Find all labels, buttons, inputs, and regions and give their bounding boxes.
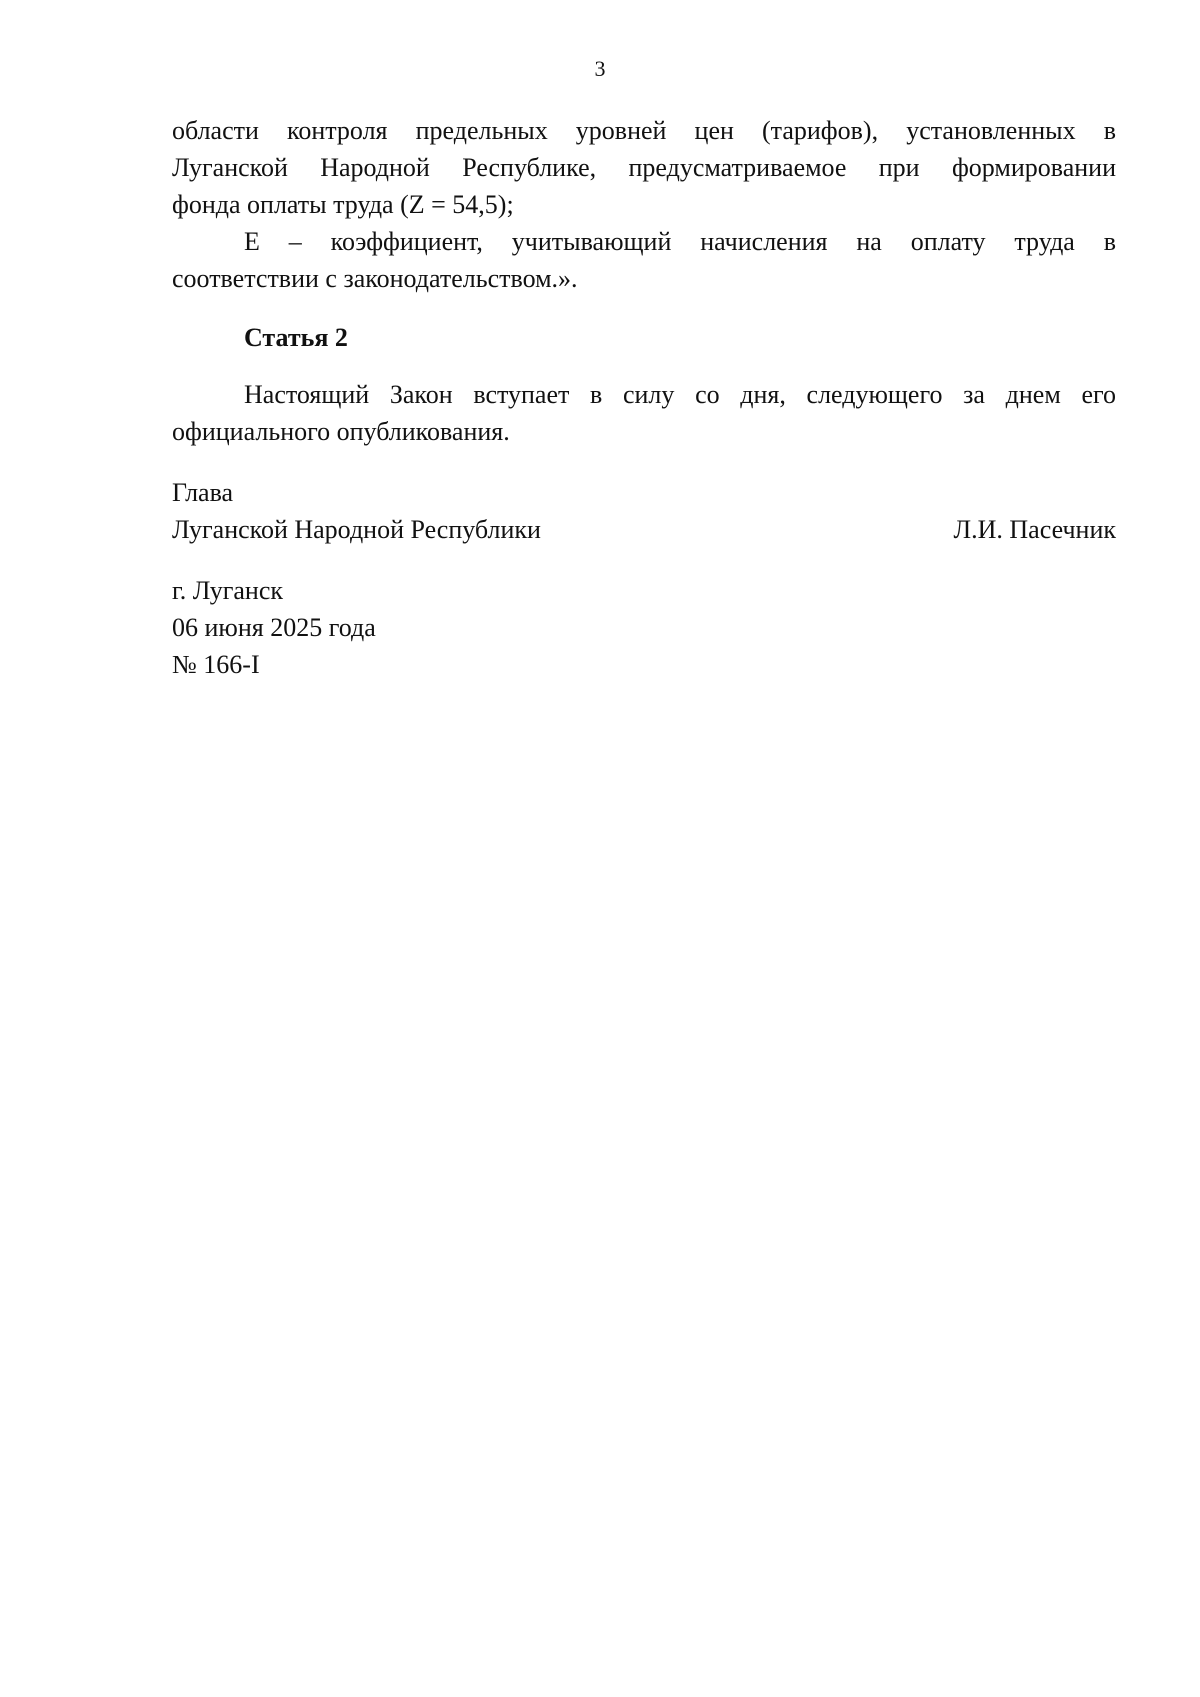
document-body [172,112,1116,683]
article-2-body-line-1: Настоящий Закон вступает в силу со дня, следующего за днем его [244,380,1116,409]
continuation-line-2: Луганской Народной Республике, предусматриваемое при формировании [172,153,1116,182]
signature-block [172,474,1116,548]
coefficient-e-line-2: соответствии с законодательством.». [172,264,578,293]
signatory-name: Л.И. Пасечник [953,515,1116,544]
article-2-heading: Статья 2 [244,323,348,352]
signature-title-line-2: Луганской Народной Республики [172,515,541,544]
place-date-block [172,572,1116,683]
date: 06 июня 2025 года [172,613,376,642]
article-2-body [172,376,1116,450]
article-2-body-line-2: официального опубликования. [172,417,510,446]
continuation-paragraph [172,112,1116,223]
coefficient-e-paragraph [172,223,1116,297]
continuation-line-1: области контроля предельных уровней цен (тарифов), установленных в [172,116,1116,145]
page-number: 3 [594,56,606,81]
city: г. Луганск [172,576,284,605]
signature-title-line-1: Глава [172,478,234,507]
coefficient-e-line-1: E – коэффициент, учитывающий начисления на оплату труда в [244,227,1116,256]
law-number: № 166-I [172,650,260,679]
continuation-line-3: фонда оплаты труда (Z = 54,5); [172,190,514,219]
signature-line [172,511,1116,548]
